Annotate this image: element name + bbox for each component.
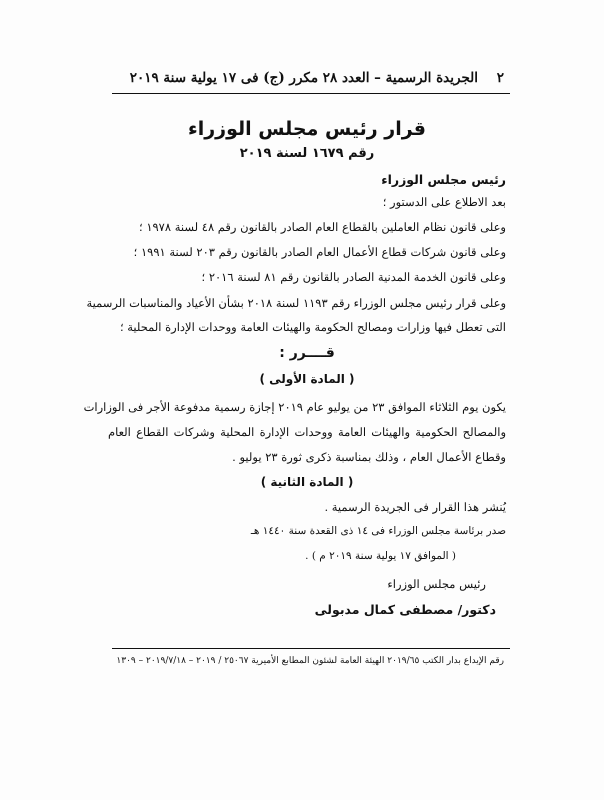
preamble-line: وعلى قانون الخدمة المدنية الصادر بالقانون رقم ٨١ لسنة ٢٠١٦ ؛ [201,270,506,284]
decree-number: رقم ١٦٧٩ لسنة ٢٠١٩ [239,146,375,161]
article2-heading: ( المادة الثانية ) [260,475,354,489]
preamble-line: وعلى قانون شركات قطاع الأعمال العام الصادر بالقانون رقم ٢٠٣ لسنة ١٩٩١ ؛ [133,245,506,259]
signature-title: رئيس مجلس الوزراء [387,577,486,591]
issued-line2: ( الموافق ١٧ يولية سنة ٢٠١٩ م ) . [305,550,456,562]
preamble-line: وعلى قانون نظام العاملين بالقطاع العام الصادر بالقانون رقم ٤٨ لسنة ١٩٧٨ ؛ [139,220,506,234]
issuer-heading: رئيس مجلس الوزراء [381,172,506,187]
decree-title: قرار رئيس مجلس الوزراء [188,118,426,140]
article1-line1: يكون يوم الثلاثاء الموافق ٢٣ من يوليو عام ٢٠١٩ إجازة رسمية مدفوعة الأجر فى الوزارات [83,400,506,414]
running-title: الجريدة الرسمية – العدد ٢٨ مكرر (ج) فى ١٧ يولية سنة ٢٠١٩ [129,70,479,86]
article1-heading: ( المادة الأولى ) [259,372,355,386]
preamble-last-line2: التى تعطل فيها وزارات ومصالح الحكومة والهيئات العامة ووحدات الإدارة المحلية ؛ [119,320,506,334]
article2-text: يُنشر هذا القرار فى الجريدة الرسمية . [324,500,506,514]
deposit-footer: رقم الإيداع بدار الكتب ٢٠١٩/٦٥ الهيئة العامة لشئون المطابع الأميرية ٢٥٠٦٧ / ٢٠١٩ – ٢٠١٩/٧/١٨ – ١٣٠٩ [116,656,504,666]
article1-line3: وقطاع الأعمال العام ، وذلك بمناسبة ذكرى ثورة ٢٣ يوليو . [232,450,506,464]
header-rule [112,93,510,94]
decision-word: قــــرر : [279,345,335,361]
preamble-last-line1: وعلى قرار رئيس مجلس الوزراء رقم ١١٩٣ لسنة ٢٠١٨ بشأن الأعياد والمناسبات الرسمية [86,296,506,310]
page-number: ٢ [496,70,504,86]
article1-line2: والمصالح الحكومية والهيئات العامة ووحدات الإدارة المحلية وشركات القطاع العام [108,425,506,439]
signature-name: دكتور/ مصطفى كمال مدبولى [314,602,496,617]
issued-line1: صدر برئاسة مجلس الوزراء فى ١٤ ذى القعدة سنة ١٤٤٠ هـ [250,525,506,537]
page-header [118,70,504,86]
footer-rule [112,648,510,649]
preamble-line: بعد الاطلاع على الدستور ؛ [382,195,506,209]
